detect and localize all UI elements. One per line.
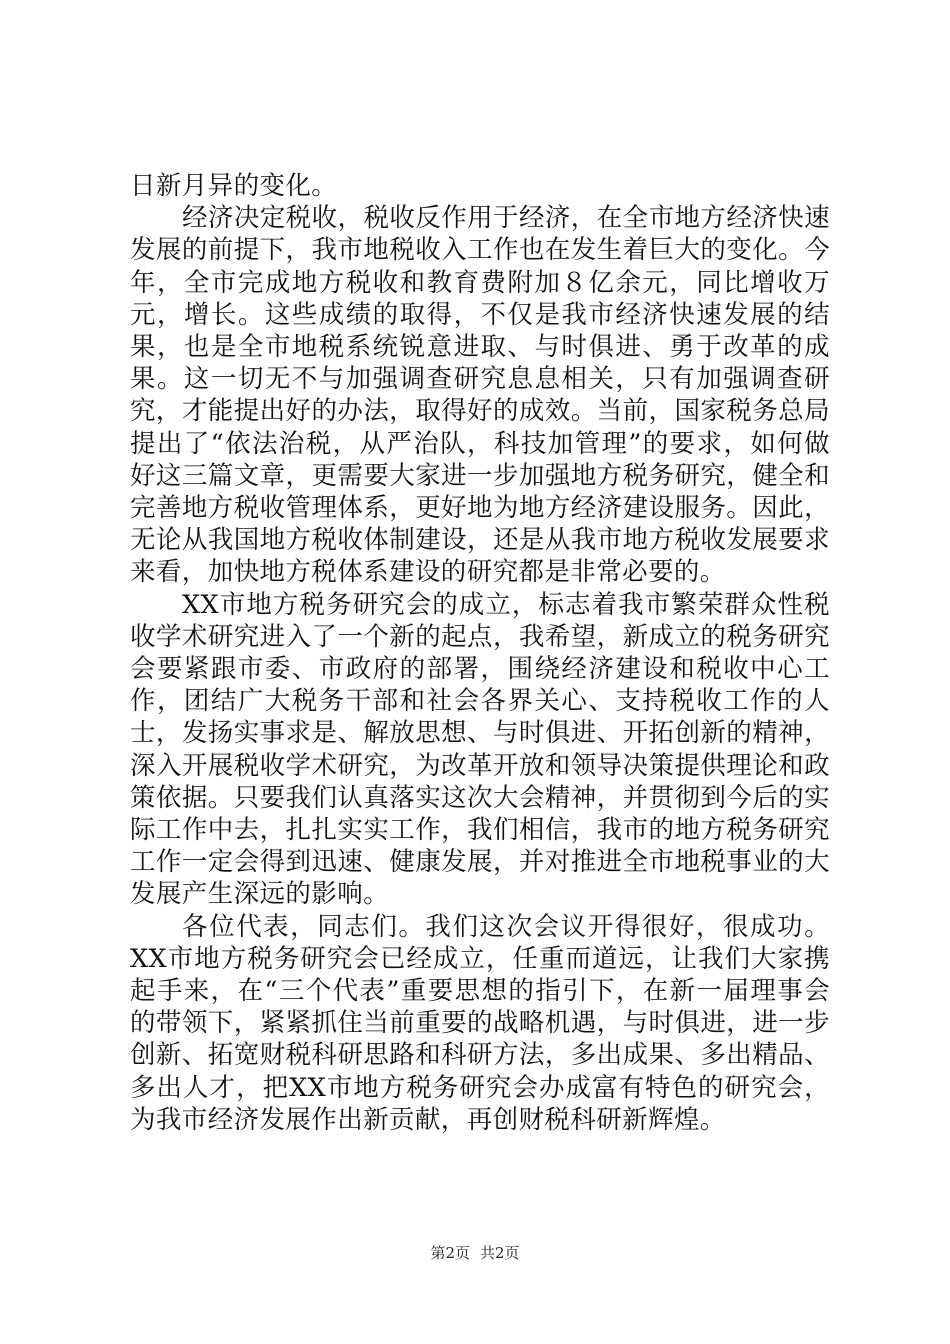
paragraph-continuation: 日新月异的变化。: [130, 171, 338, 201]
paragraph: XX市地方税务研究会的成立，标志着我市繁荣群众性税收学术研究进入了一个新的起点，我希望，新成立的税务研究会要紧跟市委、市政府的部署，围绕经济建设和税收中心工作，团结广大税务干部和社会各界关心、支持税收工作的人士，发扬实事求是、解放思想、与时俱进、开拓创新的精神，深入开展税收学术研究，为改革开放和领导决策提供理论和政策依据。只要我们认真落实这次大会精神，并贯彻到今后的实际工作中去，扎扎实实工作，我们相信，我市的地方税务研究工作一定会得到迅速、健康发展，并对推进全市地税事业的大发展产生深远的影响。: [130, 589, 830, 910]
page-footer: [0, 1243, 950, 1263]
paragraph: 经济决定税收，税收反作用于经济，在全市地方经济快速发展的前提下，我市地税收入工作也在发生着巨大的变化。今年，全市完成地方税收和教育费附加８亿余元，同比增收万元，增长。这些成绩的取得，不仅是我市经济快速发展的结果，也是全市地税系统锐意进取、与时俱进、勇于改革的成果。这一切无不与加强调查研究息息相关，只有加强调查研究，才能提出好的办法，取得好的成效。当前，国家税务总局提出了“依法治税，从严治队，科技加管理”的要求，如何做好这三篇文章，更需要大家进一步加强地方税务研究，健全和完善地方税收管理体系，更好地为地方经济建设服务。因此，无论从我国地方税收体制建设，还是从我市地方税收发展要求来看，加快地方税体系建设的研究都是非常必要的。: [130, 203, 830, 588]
paragraph: 各位代表，同志们。我们这次会议开得很好，很成功。XX市地方税务研究会已经成立，任重而道远，让我们大家携起手来，在“三个代表”重要思想的指引下，在新一届理事会的带领下，紧紧抓住当前重要的战略机遇，与时俱进，进一步创新、拓宽财税科研思路和科研方法，多出成果、多出精品、多出人才，把XX市地方税务研究会办成富有特色的研究会，为我市经济发展作出新贡献，再创财税科研新辉煌。: [130, 911, 830, 1135]
page-total: 共2页: [480, 1244, 520, 1262]
document-body: [130, 170, 830, 1136]
page-number: 第2页: [430, 1244, 470, 1262]
